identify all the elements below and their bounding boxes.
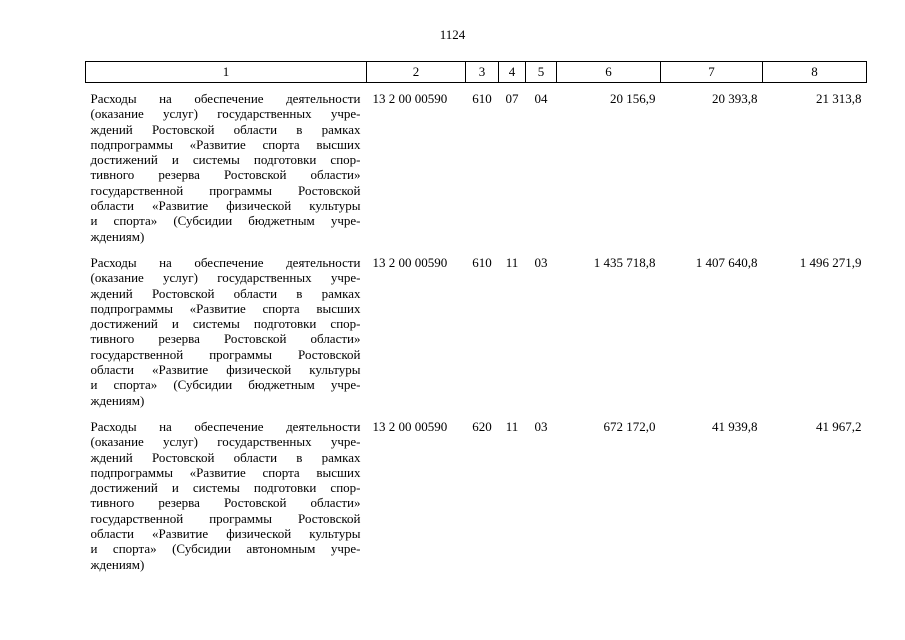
amount-column-6: 20 156,9 bbox=[610, 91, 656, 106]
description-line: ждений Ростовской области в рамках bbox=[90, 121, 361, 137]
description-line: ждений Ростовской области в рамках bbox=[90, 449, 361, 465]
description-line: достижений и системы подготовки спор- bbox=[90, 480, 361, 496]
column-header-4: 4 bbox=[499, 62, 526, 83]
description-line: (оказание услуг) государственных учре- bbox=[90, 270, 361, 286]
subsection-code: 03 bbox=[534, 418, 548, 434]
amount-column-8: 1 496 271,9 bbox=[799, 254, 862, 270]
subsection-code: 04 bbox=[534, 91, 548, 106]
description-line: (оказание услуг) государственных учре- bbox=[90, 434, 361, 450]
section-code: 11 bbox=[505, 254, 519, 270]
description-line: ждениям) bbox=[90, 392, 145, 408]
description-line: тивного резерва Ростовской области» bbox=[90, 167, 361, 183]
description-line: ждениям) bbox=[90, 228, 145, 244]
description-line: достижений и системы подготовки спор- bbox=[90, 152, 361, 168]
amount-column-6: 1 435 718,8 bbox=[593, 254, 656, 270]
amount-column-7: 1 407 640,8 bbox=[695, 254, 758, 270]
column-header-2: 2 bbox=[367, 62, 466, 83]
table-row bbox=[86, 419, 867, 583]
subsection-code: 03 bbox=[534, 254, 548, 270]
column-header-8: 8 bbox=[763, 62, 867, 83]
description-line: ждений Ростовской области в рамках bbox=[90, 285, 361, 301]
description-line: подпрограммы «Развитие спорта высших bbox=[90, 300, 361, 316]
amount-column-7: 20 393,8 bbox=[712, 91, 758, 106]
amount-column-7: 41 939,8 bbox=[712, 418, 758, 434]
description-line: тивного резерва Ростовской области» bbox=[90, 495, 361, 511]
description-line: подпрограммы «Развитие спорта высших bbox=[90, 464, 361, 480]
expense-type-code: 620 bbox=[472, 418, 492, 434]
description-line: области «Развитие физической культуры bbox=[90, 198, 361, 214]
expense-type-code: 610 bbox=[472, 254, 492, 270]
column-header-6: 6 bbox=[557, 62, 661, 83]
target-article-code: 13 2 00 00590 bbox=[372, 254, 448, 270]
description-line: и спорта» (Субсидии автономным учре- bbox=[90, 541, 361, 557]
expense-type-code: 610 bbox=[472, 91, 492, 106]
column-header-7: 7 bbox=[661, 62, 763, 83]
description-line: и спорта» (Субсидии бюджетным учре- bbox=[90, 377, 361, 393]
column-header-1: 1 bbox=[86, 62, 367, 83]
description-line: Расходы на обеспечение деятельности bbox=[90, 418, 361, 434]
row-description bbox=[86, 255, 367, 419]
description-line: области «Развитие физической культуры bbox=[90, 526, 361, 542]
row-description bbox=[86, 419, 367, 583]
amount-column-8: 41 967,2 bbox=[816, 418, 862, 434]
header-row bbox=[86, 62, 867, 83]
target-article-code: 13 2 00 00590 bbox=[372, 418, 448, 434]
column-header-3: 3 bbox=[466, 62, 499, 83]
description-line: государственной программы Ростовской bbox=[90, 182, 361, 198]
description-line: области «Развитие физической культуры bbox=[90, 362, 361, 378]
table-row bbox=[86, 83, 867, 255]
description-line: государственной программы Ростовской bbox=[90, 346, 361, 362]
amount-column-8: 21 313,8 bbox=[816, 91, 862, 106]
page-number: 1124 bbox=[439, 27, 466, 42]
section-code: 11 bbox=[505, 418, 519, 434]
description-line: ждениям) bbox=[90, 556, 145, 572]
budget-table bbox=[85, 61, 867, 583]
description-line: тивного резерва Ростовской области» bbox=[90, 331, 361, 347]
target-article-code: 13 2 00 00590 bbox=[372, 91, 448, 106]
section-code: 07 bbox=[505, 91, 519, 106]
description-line: Расходы на обеспечение деятельности bbox=[90, 254, 361, 270]
table-row bbox=[86, 255, 867, 419]
description-line: государственной программы Ростовской bbox=[90, 510, 361, 526]
description-line: подпрограммы «Развитие спорта высших bbox=[90, 136, 361, 152]
description-line: (оказание услуг) государственных учре- bbox=[90, 106, 361, 122]
description-line: и спорта» (Субсидии бюджетным учре- bbox=[90, 213, 361, 229]
amount-column-6: 672 172,0 bbox=[603, 418, 656, 434]
row-description bbox=[86, 83, 367, 255]
description-line: достижений и системы подготовки спор- bbox=[90, 316, 361, 332]
description-line: Расходы на обеспечение деятельности bbox=[90, 91, 361, 106]
column-header-5: 5 bbox=[526, 62, 557, 83]
